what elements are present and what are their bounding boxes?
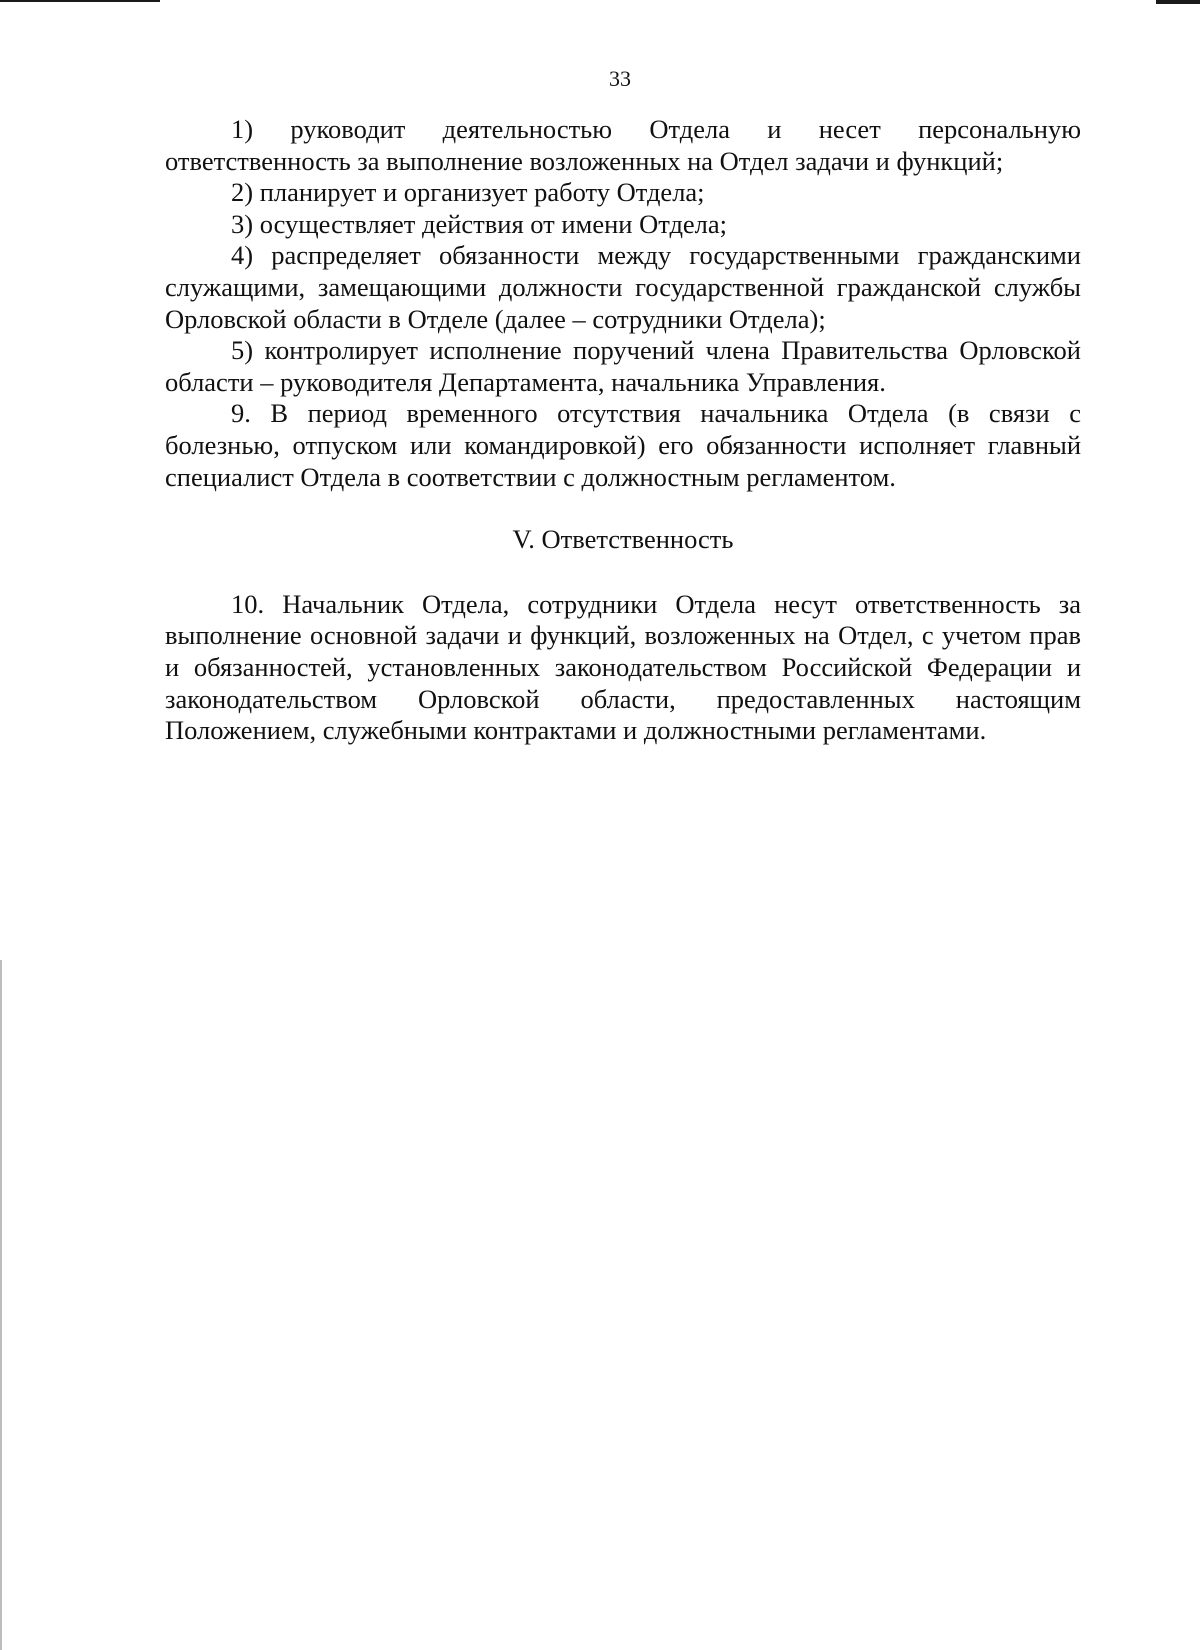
clause-10: 10. Начальник Отдела, сотрудники Отдела несут ответственность за выполнение основной задачи и функций, возложенных на Отдел, с учетом прав и обязанностей, установленных законодательством Российской Федерации и законодательством Орловской области, предоставленных настоящим Положением, служебными контрактами и должностными регламентами. xyxy=(165,588,1081,746)
document-body xyxy=(165,114,1081,747)
scan-edge-top-left xyxy=(0,0,160,2)
section-heading: V. Ответственность xyxy=(512,524,734,555)
list-item-3: 3) осуществляет действия от имени Отдела; xyxy=(231,208,728,239)
list-item-2: 2) планирует и организует работу Отдела; xyxy=(231,177,705,208)
clause-9: 9. В период временного отсутствия начальника Отдела (в связи с болезнью, отпуском или командировкой) его обязанности исполняет главный специалист Отдела в соответствии с должностным регламентом. xyxy=(165,398,1081,492)
list-item-4: 4) распределяет обязанности между государственными гражданскими служащими, замещающими должности государственной гражданской службы Орловской области в Отделе (далее – сотрудники Отдела); xyxy=(165,240,1081,334)
page-number: 33 xyxy=(609,66,631,91)
scan-edge-top-right xyxy=(1156,0,1200,4)
scan-edge-left xyxy=(0,960,2,1650)
list-item-1: 1) руководит деятельностью Отдела и несет персональную ответственность за выполнение возложенных на Отдел задачи и функций; xyxy=(165,114,1081,176)
list-item-5: 5) контролирует исполнение поручений члена Правительства Орловской области – руководителя Департамента, начальника Управления. xyxy=(165,335,1081,397)
